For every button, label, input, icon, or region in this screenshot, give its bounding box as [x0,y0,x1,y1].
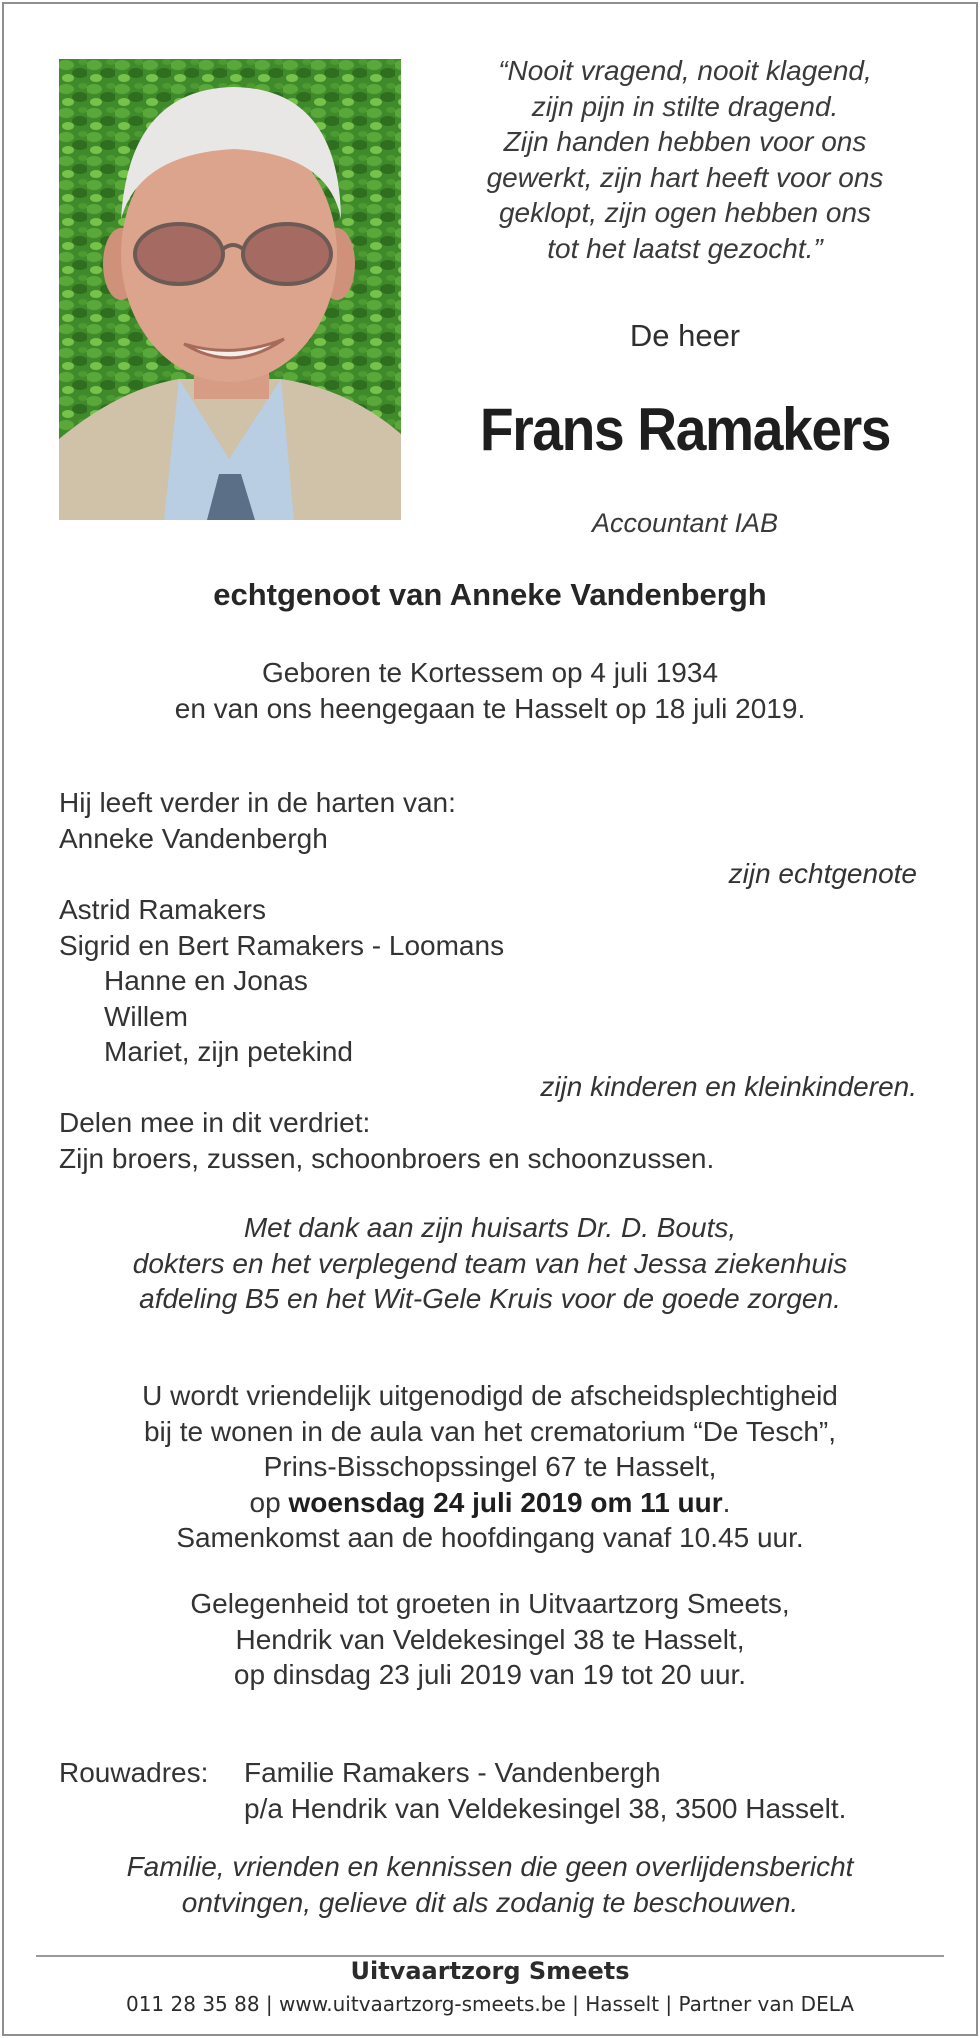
child-line: Sigrid en Bert Ramakers - Loomans [59,929,505,961]
ceremony-block [60,1378,920,1556]
notice-line: ontvingen, gelieve dit als zodanig te beschouwen. [181,1886,799,1918]
share-intro: Delen mee in dit verdriet: [59,1107,371,1138]
ceremony-date: woensdag 24 juli 2019 om 11 uur [288,1486,723,1518]
share-names: Zijn broers, zussen, schoonbroers en schoonzussen. [59,1142,715,1174]
ceremony-line: Prins-Bisschopssingel 67 te Hasselt, [263,1451,717,1482]
memorial-quote [430,53,940,266]
honorific: De heer [629,318,741,353]
thanks-block [60,1210,920,1317]
spouse-role: zijn echtgenote [728,858,917,889]
ceremony-line: bij te wonen in de aula van het crematorium “De Tesch”, [143,1415,837,1447]
portrait-photo [59,59,401,520]
ceremony-line: Samenkomst aan de hoofdingang vanaf 10.45 uur. [176,1522,804,1553]
quote-line: gewerkt, zijn hart heeft voor ons [486,161,884,193]
survivors-intro: Hij leeft verder in de harten van: [59,787,456,818]
notice-line: Familie, vrienden en kennissen die geen overlijdensbericht [126,1851,854,1882]
children-role: zijn kinderen en kleinkinderen. [540,1071,917,1102]
address-line: p/a Hendrik van Veldekesingel 38, 3500 Hasselt. [244,1792,847,1824]
profession: Accountant IAB [591,508,779,538]
birth-line: Geboren te Kortessem op 4 juli 1934 [261,657,719,688]
ceremony-date-line [60,1485,920,1521]
ceremony-line: U wordt vriendelijk uitgenodigd de afscheidsplechtigheid [142,1380,838,1411]
child-line: Astrid Ramakers [59,894,266,925]
mourning-address [59,1755,939,1826]
share-block [59,1105,919,1176]
deceased-name: Frans Ramakers [479,396,891,463]
ceremony-date-suffix: . [722,1486,731,1518]
funeral-home-contact: 011 28 35 88 | www.uitvaartzorg-smeets.be | Hasselt | Partner van DELA [125,1992,854,2016]
death-line: en van ons heengegaan te Hasselt op 18 juli 2019. [174,692,806,724]
quote-line: “Nooit vragend, nooit klagend, [498,55,872,86]
thanks-line: Met dank aan zijn huisarts Dr. D. Bouts, [243,1212,737,1243]
visitation-line: op dinsdag 23 juli 2019 van 19 tot 20 uur. [233,1659,747,1690]
quote-line: zijn pijn in stilte dragend. [531,90,839,122]
thanks-line: dokters en het verplegend team van het Jessa ziekenhuis [132,1247,848,1279]
address-line: Familie Ramakers - Vandenbergh [244,1757,661,1788]
ceremony-date-prefix: op [249,1486,289,1518]
thanks-line: afdeling B5 en het Wit-Gele Kruis voor de goede zorgen. [139,1283,841,1314]
spouse-line: echtgenoot van Anneke Vandenbergh [213,577,767,612]
grandchild-line: Mariet, zijn petekind [104,1036,354,1067]
spouse-name: Anneke Vandenbergh [59,822,328,854]
grandchild-line: Hanne en Jonas [104,965,308,996]
visitation-line: Gelegenheid tot groeten in Uitvaartzorg Smeets, [190,1588,790,1619]
quote-line: Zijn handen hebben voor ons [503,126,867,157]
quote-line: geklopt, zijn ogen hebben ons [498,197,872,228]
survivors-intro-block [59,785,919,856]
notice-block [60,1849,920,1920]
birth-death-block [60,655,920,726]
grandchild-line: Willem [104,1000,188,1032]
address-label: Rouwadres: [59,1757,209,1788]
funeral-home-name: Uitvaartzorg Smeets [350,1957,630,1985]
children-block [59,892,919,1070]
visitation-block [60,1586,920,1693]
quote-line: tot het laatst gezocht.” [547,232,823,264]
visitation-line: Hendrik van Veldekesingel 38 te Hasselt, [235,1623,745,1655]
